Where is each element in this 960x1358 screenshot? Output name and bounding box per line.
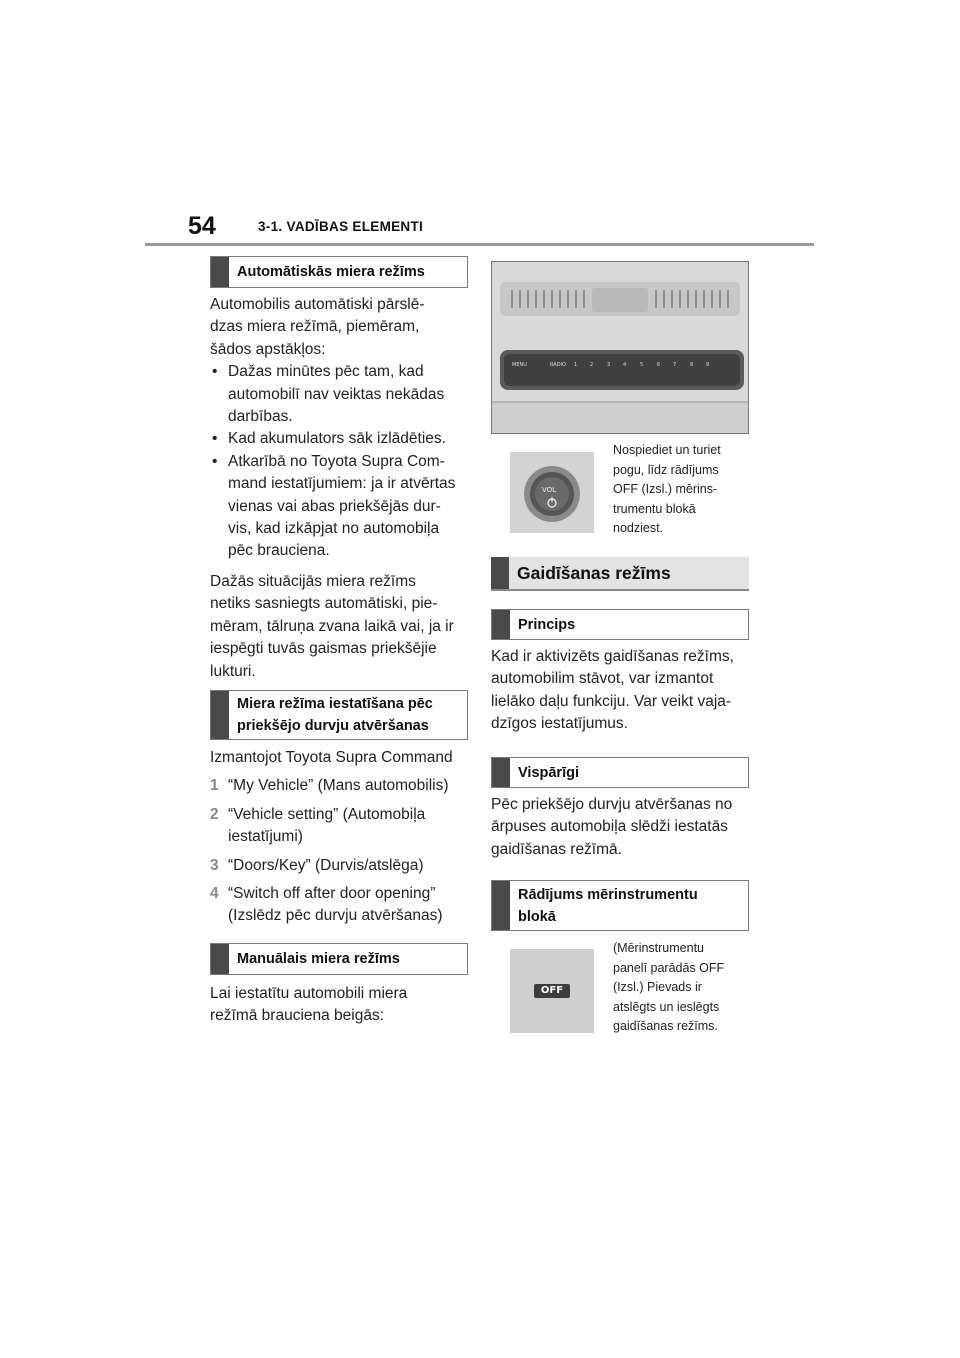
text-line: Automobilis automātiski pārslē- xyxy=(210,296,425,313)
caption-line: nodziest. xyxy=(613,521,664,536)
manual-standby-text xyxy=(210,983,472,1028)
section-heading-auto-standby xyxy=(210,256,468,288)
text-line: netiks sasniegts automātiski, pie- xyxy=(210,595,438,613)
auto-standby-text xyxy=(210,294,472,683)
step-item xyxy=(210,804,472,849)
section-heading-principle xyxy=(491,609,749,640)
text-line: šādos apstākļos: xyxy=(210,340,326,358)
heading-bar xyxy=(211,944,229,974)
section-heading-instrument-display xyxy=(491,880,749,931)
bullet-item xyxy=(210,361,472,428)
panel-label: 7 xyxy=(673,362,677,368)
off-badge xyxy=(534,984,570,998)
heading-bar xyxy=(491,557,509,589)
step-item xyxy=(210,775,472,797)
heading-bar xyxy=(492,758,510,787)
bullet-item xyxy=(210,451,472,563)
volume-knob-image xyxy=(510,452,594,533)
off-caption xyxy=(613,939,753,1037)
text-line: iespēgti tuvās gaismas priekšējie xyxy=(210,640,437,658)
text-line: Izmantojot Toyota Supra Command xyxy=(210,749,453,766)
text-line: Dažās situācijās miera režīms xyxy=(210,572,416,590)
knob-caption xyxy=(613,441,753,539)
section-heading-manual-standby xyxy=(210,943,468,975)
caption-line: panelī parādās OFF xyxy=(613,960,725,975)
text-line: vienas vai abas priekšējās dur- xyxy=(228,497,441,515)
text-line: automobilī nav veiktas nekādas xyxy=(228,385,445,403)
text-line: “Doors/Key” (Durvis/atslēga) xyxy=(228,856,424,874)
text-line: vis, kad izkāpjat no automobiļa xyxy=(228,520,440,538)
panel-label: RADIO xyxy=(550,362,566,368)
panel-label: 1 xyxy=(574,362,578,368)
caption-line: (Mērinstrumentu xyxy=(613,941,704,955)
bullet-item xyxy=(210,428,472,450)
panel-label: 5 xyxy=(640,362,644,368)
text-line: darbības. xyxy=(228,408,293,426)
panel-label: 9 xyxy=(706,362,710,368)
radio-panel-illustration xyxy=(492,262,748,433)
panel-label: 6 xyxy=(657,362,661,368)
section-heading-standby-mode xyxy=(491,557,749,591)
text-line: režīmā brauciena beigās: xyxy=(210,1007,385,1025)
heading-bar xyxy=(211,257,229,287)
caption-line: atslēgts un ieslēgts xyxy=(613,999,720,1014)
page-number: 54 xyxy=(188,212,216,240)
heading-text: Gaidīšanas režīms xyxy=(517,563,671,583)
off-indicator-image xyxy=(510,949,594,1033)
text-line: pēc brauciena. xyxy=(228,542,330,560)
step-number: 1 xyxy=(210,777,219,795)
step-number: 3 xyxy=(210,856,219,874)
off-badge-text: OFF xyxy=(540,985,564,996)
caption-line: (Izsl.) Pievads ir xyxy=(613,980,702,995)
text-line: Pēc priekšējo durvju atvēršanas no xyxy=(491,796,733,813)
step-number: 4 xyxy=(210,885,219,903)
text-line: • Atkarībā no Toyota Supra Com- xyxy=(228,452,445,470)
general-text xyxy=(491,794,753,861)
step-number: 2 xyxy=(210,805,219,823)
panel-label: MENU xyxy=(512,362,527,368)
text-line: mēram, tālruņa zvana laikā vai, ja ir xyxy=(210,617,454,635)
caption-line: gaidīšanas režīms. xyxy=(613,1019,718,1034)
text-line: Lai iestatītu automobili miera xyxy=(210,985,408,1002)
heading-text: Princips xyxy=(518,616,576,633)
text-line: lukturi. xyxy=(210,662,256,680)
volume-label: VOL xyxy=(542,486,557,494)
text-line: “My Vehicle” (Mans automobilis) xyxy=(228,777,449,795)
step-item xyxy=(210,855,472,877)
heading-bar xyxy=(492,610,510,639)
heading-text xyxy=(237,693,461,737)
heading-text: Manuālais miera režīms xyxy=(237,951,400,967)
principle-text xyxy=(491,646,753,736)
heading-bar xyxy=(211,691,229,739)
heading-line: Miera režīma iestatīšana pēc xyxy=(237,696,433,712)
text-line: “Switch off after door opening” xyxy=(228,885,436,903)
section-heading-general xyxy=(491,757,749,788)
text-line: • Kad akumulators sāk izlādēties. xyxy=(228,430,446,448)
step-item xyxy=(210,883,472,928)
header-divider xyxy=(145,243,814,246)
section-heading-door-standby xyxy=(210,690,468,740)
heading-text xyxy=(518,884,742,928)
panel-label: 4 xyxy=(623,362,627,368)
text-line: automobilim stāvot, var izmantot xyxy=(491,670,714,688)
radio-panel-image xyxy=(491,261,749,434)
panel-label: 2 xyxy=(590,362,594,368)
heading-line: Rādījums mērinstrumentu xyxy=(518,886,698,903)
heading-text: Vispārīgi xyxy=(518,764,579,781)
caption-line: trumentu blokā xyxy=(613,501,696,516)
text-line: • Dažas minūtes pēc tam, kad xyxy=(228,363,424,381)
heading-line: priekšējo durvju atvēršanas xyxy=(237,718,429,734)
text-line: dzas miera režīmā, piemēram, xyxy=(210,318,420,336)
heading-text: Automātiskās miera režīms xyxy=(237,264,425,280)
caption-line: pogu, līdz rādījums xyxy=(613,462,719,477)
text-line: iestatījumi) xyxy=(228,828,303,846)
heading-bar xyxy=(492,881,510,930)
text-line: mand iestatījumiem: ja ir atvērtas xyxy=(228,475,456,493)
panel-label: 3 xyxy=(607,362,611,368)
text-line: dzīgos iestatījumus. xyxy=(491,715,628,733)
text-line: ārpuses automobiļa slēdži iestatās xyxy=(491,818,728,836)
text-line: (Izslēdz pēc durvju atvēršanas) xyxy=(228,907,443,925)
caption-line: Nospiediet un turiet xyxy=(613,443,721,457)
text-line: Kad ir aktivizēts gaidīšanas režīms, xyxy=(491,648,734,665)
panel-label: 8 xyxy=(690,362,694,368)
door-standby-text xyxy=(210,747,472,934)
text-line: “Vehicle setting” (Automobiļa xyxy=(228,805,426,823)
caption-line: OFF (Izsl.) mērins- xyxy=(613,482,718,497)
text-line: gaidīšanas režīmā. xyxy=(491,840,622,858)
chapter-title: 3-1. VADĪBAS ELEMENTI xyxy=(258,219,424,234)
heading-line: blokā xyxy=(518,908,556,925)
text-line: lielāko daļu funkciju. Var veikt vaja- xyxy=(491,692,732,710)
